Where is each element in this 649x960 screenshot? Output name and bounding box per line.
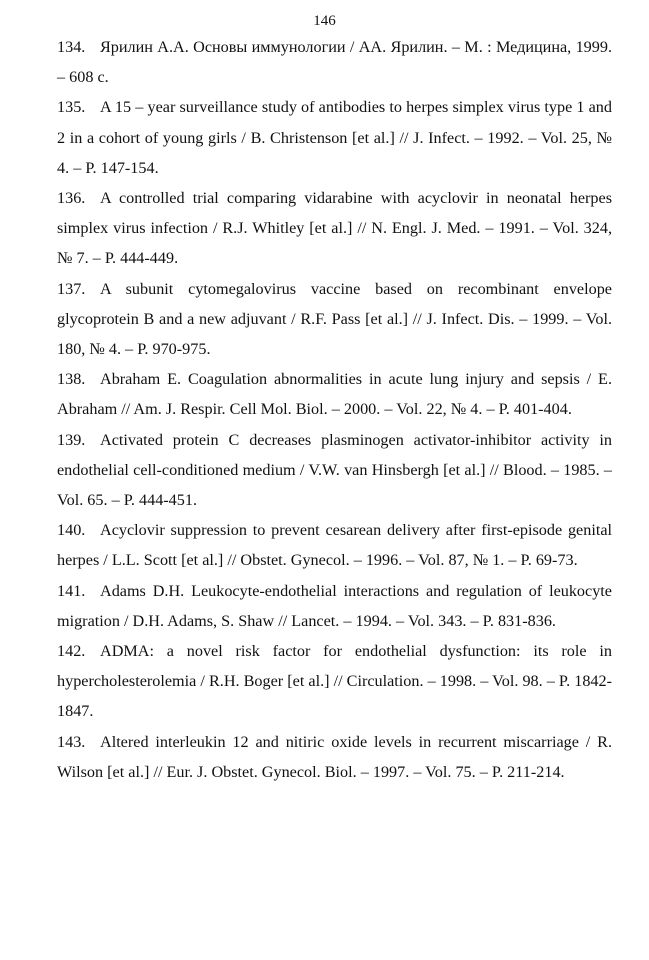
reference-item: 135. A 15 – year surveillance study of antibodies to herpes simplex virus type 1 and 2 in a cohort of young girls / B. Christenson [et al.] // J. Infect. – 1992. – Vol. 25, № 4. – P. 147-154. xyxy=(57,98,612,177)
reference-text: A subunit cytomegalovirus vaccine based on recombinant envelope glycoprotein B and a new adjuvant / R.F. Pass [et al.] // J. Infect. Dis. – 1999. – Vol. 180, № 4. – P. 970-975. xyxy=(57,279,612,359)
page-number: 146 xyxy=(313,13,336,29)
reference-text: Abraham E. Coagulation abnormalities in acute lung injury and sepsis / E. Abraham // Am. J. Respir. Cell Mol. Biol. – 2000. – Vol. 22, № 4. – P. 401-404. xyxy=(57,370,612,419)
reference-text: A 15 – year surveillance study of antibodies to herpes simplex virus type 1 and 2 in a cohort of young girls / B. Christenson [et al.] // J. Infect. – 1992. – Vol. 25, № 4. – P. 147-154. xyxy=(57,98,612,177)
reference-item: 143. Altered interleukin 12 and nitiric oxide levels in recurrent miscarriage / R. Wilson [et al.] // Eur. J. Obstet. Gynecol. Biol. – 1997. – Vol. 75. – P. 211-214. xyxy=(57,732,612,781)
reference-item: 139. Activated protein C decreases plasminogen activator-inhibitor activity in endothelial cell-conditioned medium / V.W. van Hinsbergh [et al.] // Blood. – 1985. – Vol. 65. – P. 444-451. xyxy=(57,430,612,510)
reference-item: 141. Adams D.H. Leukocyte-endothelial interactions and regulation of leukocyte migration / D.H. Adams, S. Shaw // Lancet. – 1994. – Vol. 343. – P. 831-836. xyxy=(57,581,612,630)
reference-text: Activated protein C decreases plasminogen activator-inhibitor activity in endothelial cell-conditioned medium / V.W. van Hinsbergh [et al.] // Blood. – 1985. – Vol. 65. – P. 444-451. xyxy=(57,430,612,510)
reference-text: Acyclovir suppression to prevent cesarean delivery after first-episode genital herpes / L.L. Scott [et al.] // Obstet. Gynecol. – 1996. – Vol. 87, № 1. – P. 69-73. xyxy=(57,521,612,570)
reference-item: 137. A subunit cytomegalovirus vaccine based on recombinant envelope glycoprotein B and a new adjuvant / R.F. Pass [et al.] // J. Infect. Dis. – 1999. – Vol. 180, № 4. – P. 970-975. xyxy=(57,279,612,359)
reference-item: 140. Acyclovir suppression to prevent cesarean delivery after first-episode genital herpes / L.L. Scott [et al.] // Obstet. Gynecol. – 1996. – Vol. 87, № 1. – P. 69-73. xyxy=(57,521,612,570)
reference-list xyxy=(57,32,612,787)
reference-text: Altered interleukin 12 and nitiric oxide levels in recurrent miscarriage / R. Wilson [et al.] // Eur. J. Obstet. Gynecol. Biol. – 1997. – Vol. 75. – P. 211-214. xyxy=(57,732,612,781)
reference-item: 134. Ярилин А.А. Основы иммунологии / АА. Ярилин. – М. : Медицина, 1999. – 608 с. xyxy=(57,38,612,87)
reference-text: ADMA: a novel risk factor for endothelial dysfunction: its role in hypercholesterolemia / R.H. Boger [et al.] // Circulation. – 1998. – Vol. 98. – P. 1842-1847. xyxy=(57,642,612,721)
reference-text: Adams D.H. Leukocyte-endothelial interactions and regulation of leukocyte migration / D.H. Adams, S. Shaw // Lancet. – 1994. – Vol. 343. – P. 831-836. xyxy=(57,581,612,630)
reference-item: 142. ADMA: a novel risk factor for endothelial dysfunction: its role in hypercholesterolemia / R.H. Boger [et al.] // Circulation. – 1998. – Vol. 98. – P. 1842-1847. xyxy=(57,642,612,721)
reference-item: 136. A controlled trial comparing vidarabine with acyclovir in neonatal herpes simplex virus infection / R.J. Whitley [et al.] // N. Engl. J. Med. – 1991. – Vol. 324, № 7. – P. 444-449. xyxy=(57,189,612,268)
reference-text: Ярилин А.А. Основы иммунологии / АА. Ярилин. – М. : Медицина, 1999. – 608 с. xyxy=(57,38,612,87)
reference-text: A controlled trial comparing vidarabine with acyclovir in neonatal herpes simplex virus infection / R.J. Whitley [et al.] // N. Engl. J. Med. – 1991. – Vol. 324, № 7. – P. 444-449. xyxy=(57,189,612,268)
reference-item: 138. Abraham E. Coagulation abnormalities in acute lung injury and sepsis / E. Abraham // Am. J. Respir. Cell Mol. Biol. – 2000. – Vol. 22, № 4. – P. 401-404. xyxy=(57,370,612,419)
